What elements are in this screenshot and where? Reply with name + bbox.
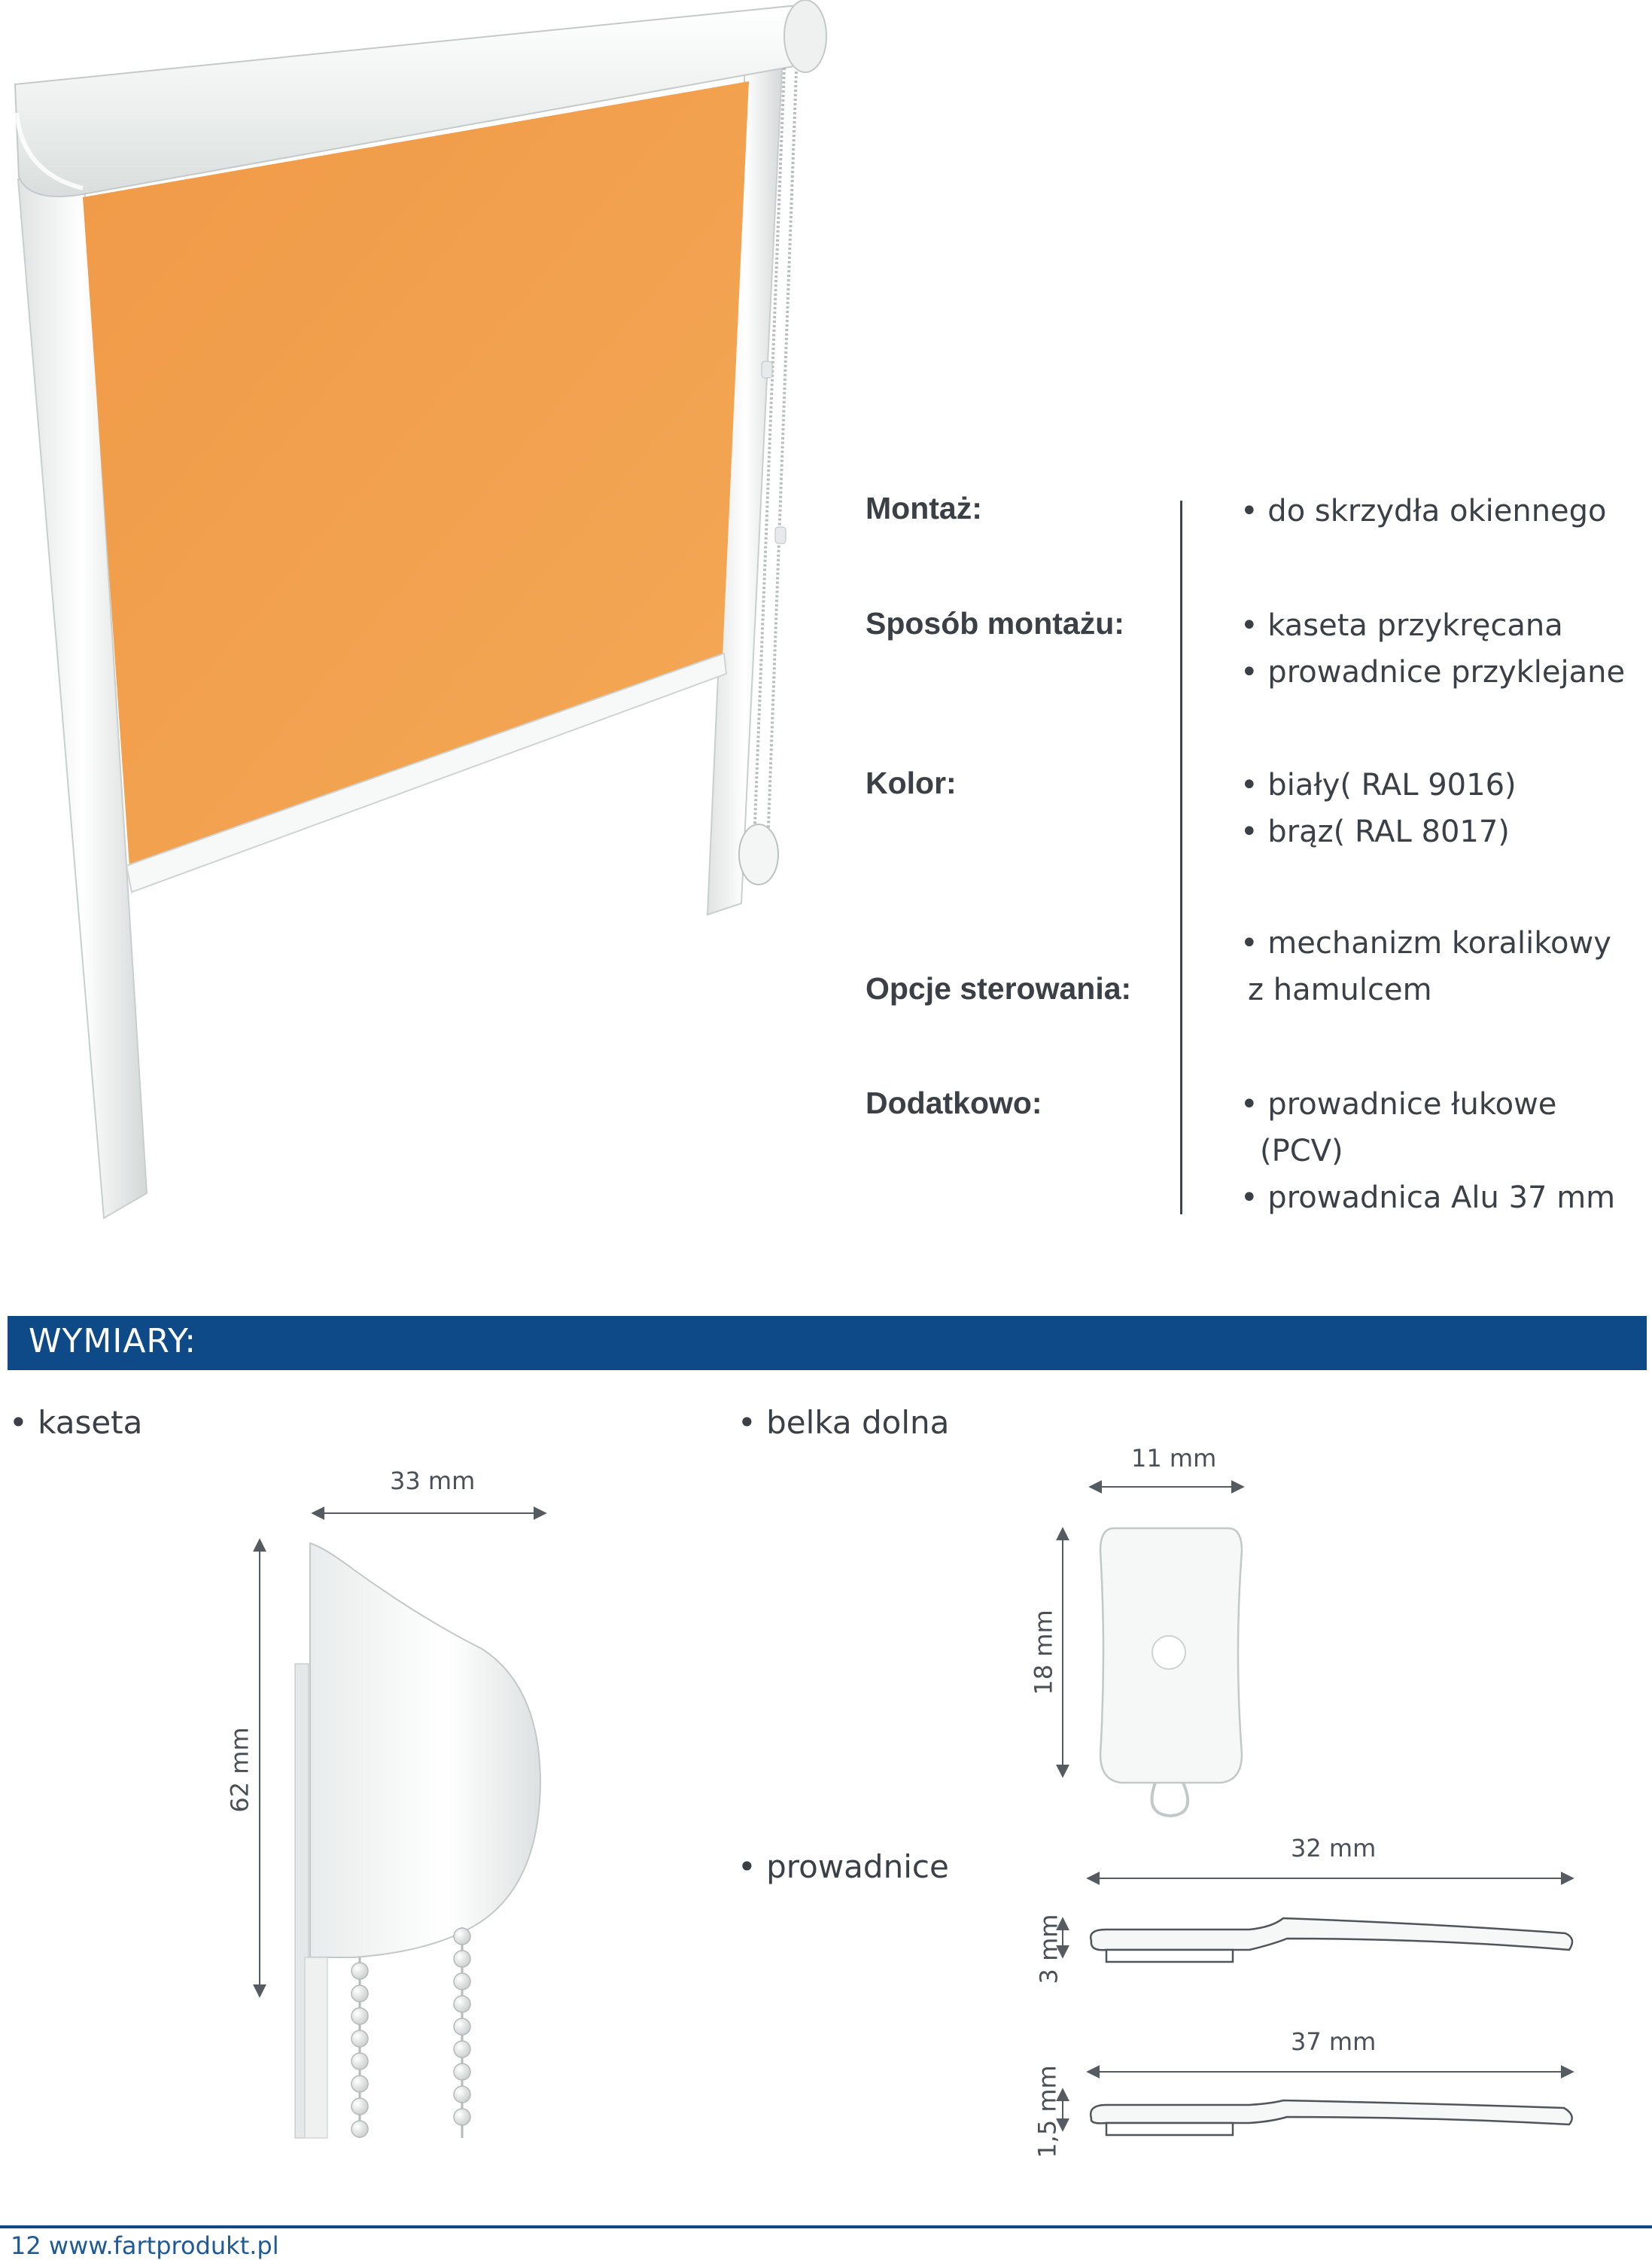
spec-label-mounting: Montaż: [866, 491, 982, 525]
guides-label: • prowadnice [738, 1848, 949, 1885]
fabric [83, 81, 749, 867]
bottom-bar-height-label: 18 mm [1029, 1610, 1058, 1695]
section-header-bar [8, 1316, 1647, 1370]
bottom-bar-profile [1100, 1528, 1242, 1816]
footer-page-url: 12 www.fartprodukt.pl [11, 2231, 279, 2260]
cassette-profile [295, 1543, 540, 2138]
bottom-bar-width-label: 11 mm [1131, 1444, 1217, 1473]
spec-label-extra: Dodatkowo: [866, 1086, 1042, 1120]
cassette-end-cap [784, 0, 826, 72]
pvc-guide-width-label: 32 mm [1291, 1834, 1377, 1863]
cassette-bead-chain [351, 1927, 470, 2138]
spec-value-control: • mechanizm koralikowy z hamulcem [1240, 926, 1611, 1007]
dimension-drawings [0, 1385, 1652, 2221]
spec-divider [1180, 501, 1182, 1214]
alu-guide-width-label: 37 mm [1291, 2027, 1377, 2056]
pvc-guide-profile [1091, 1918, 1572, 1962]
pvc-guide-height-label: 3 mm [1034, 1914, 1063, 1984]
roller-blind-illustration [0, 0, 843, 1235]
footer-rule [0, 2225, 1652, 2228]
cassette-label: • kaseta [9, 1404, 143, 1441]
spec-label-color: Kolor: [866, 766, 957, 800]
alu-guide-profile [1091, 2100, 1572, 2135]
chain-weight [739, 824, 778, 885]
spec-label-control: Opcje sterowania: [866, 971, 1132, 1006]
cassette-height-label: 62 mm [225, 1727, 254, 1813]
spec-value-extra: • prowadnice łukowe (PCV) • prowadnica Alu 37 mm [1240, 1087, 1616, 1215]
cassette-width-label: 33 mm [390, 1467, 476, 1495]
bottom-bar-label: • belka dolna [738, 1404, 950, 1441]
spec-value-mounting: • do skrzydła okiennego [1240, 494, 1607, 528]
section-title: WYMIARY: [29, 1322, 197, 1360]
spec-label-mounting-method: Sposób montażu: [866, 606, 1124, 641]
spec-value-color: • biały( RAL 9016) • brąz( RAL 8017) [1240, 768, 1517, 849]
alu-guide-height-label: 1,5 mm [1033, 2065, 1062, 2158]
spec-value-mounting-method: • kaseta przykręcana • prowadnice przyklejane [1240, 608, 1626, 690]
